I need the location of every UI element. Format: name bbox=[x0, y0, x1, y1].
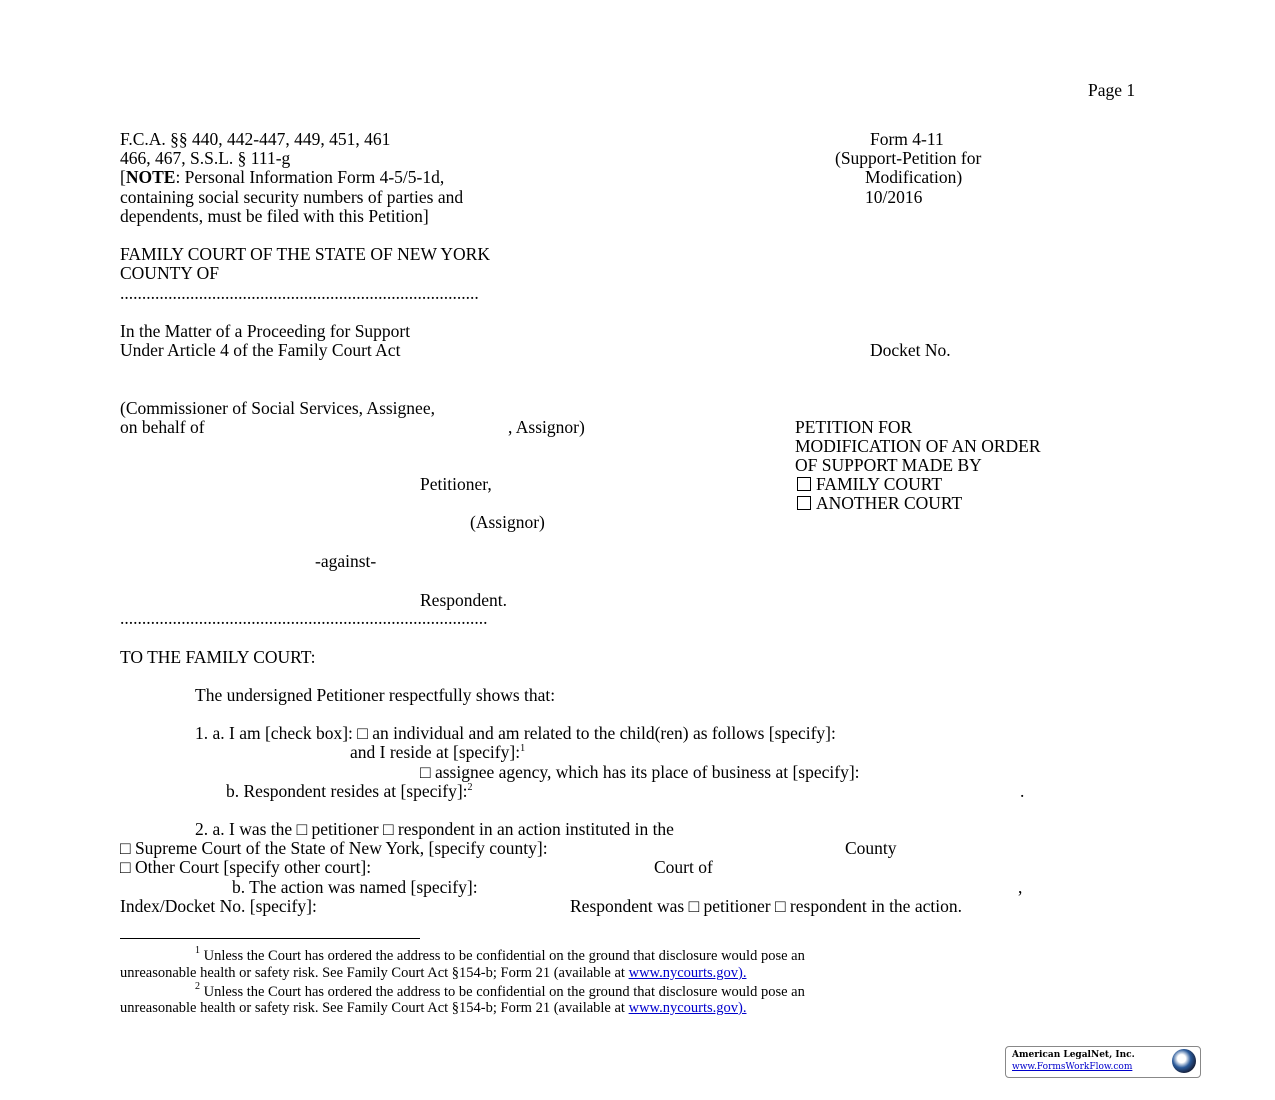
note-line-2: containing social security numbers of parties and bbox=[120, 187, 464, 207]
footnote-2 bbox=[195, 981, 805, 1000]
note-label: NOTE bbox=[125, 167, 176, 187]
option-label: ANOTHER COURT bbox=[816, 493, 963, 513]
logo-url[interactable]: www.FormsWorkFlow.com bbox=[1012, 1062, 1133, 1072]
item-2a-supreme: □ Supreme Court of the State of New York, [specify county]: bbox=[120, 838, 548, 858]
petitioner-label: Petitioner, bbox=[420, 474, 492, 494]
logo-name: American LegalNet, Inc. bbox=[1012, 1050, 1135, 1060]
note-line-1: [NOTE: Personal Information Form 4-5/5-1d, bbox=[120, 167, 445, 187]
footnote-text: Unless the Court has ordered the address to be confidential on the ground that disclosure would pose an bbox=[203, 984, 805, 1000]
footnote-rule bbox=[120, 938, 420, 939]
item-1a: 1. a. I am [check box]: □ an individual and am related to the child(ren) as follows [specify]: bbox=[195, 723, 836, 743]
item-2a-other: □ Other Court [specify other court]: bbox=[120, 857, 372, 877]
county-word: County bbox=[845, 838, 897, 858]
court-of-word: Court of bbox=[654, 857, 713, 877]
petition-title-2: MODIFICATION OF AN ORDER bbox=[795, 436, 1041, 456]
on-behalf-label: on behalf of bbox=[120, 417, 205, 437]
nycourts-link[interactable]: www.nycourts.gov). bbox=[628, 965, 747, 981]
intro-text: The undersigned Petitioner respectfully shows that: bbox=[195, 685, 556, 705]
globe-icon bbox=[1172, 1049, 1196, 1073]
footnote-ref: 1 bbox=[520, 743, 526, 754]
matter-line-1: In the Matter of a Proceeding for Support bbox=[120, 321, 411, 341]
form-name-2: Modification) bbox=[865, 167, 963, 187]
court-name: FAMILY COURT OF THE STATE OF NEW YORK bbox=[120, 244, 490, 264]
petition-title-3: OF SUPPORT MADE BY bbox=[795, 455, 982, 475]
option-family-court[interactable] bbox=[797, 474, 942, 494]
form-name-1: (Support-Petition for bbox=[835, 148, 982, 168]
statute-line-2: 466, 467, S.S.L. § 111-g bbox=[120, 148, 291, 168]
separator-dots-2: .................................................................................... bbox=[120, 608, 488, 628]
page-number: Page 1 bbox=[1088, 80, 1136, 100]
petition-title-1: PETITION FOR bbox=[795, 417, 913, 437]
assignor-label: , Assignor) bbox=[508, 417, 585, 437]
item-2c-respondent: Respondent was □ petitioner □ respondent in the action. bbox=[570, 896, 962, 916]
commissioner-line: (Commissioner of Social Services, Assignee, bbox=[120, 398, 435, 418]
footnote-text: unreasonable health or safety risk. See Family Court Act §154-b; Form 21 (available at bbox=[120, 1000, 629, 1016]
note-line-3: dependents, must be filed with this Petition] bbox=[120, 206, 429, 226]
respondent-label: Respondent. bbox=[420, 590, 508, 610]
to-court-heading: TO THE FAMILY COURT: bbox=[120, 647, 316, 667]
checkbox-icon[interactable] bbox=[797, 496, 811, 510]
matter-line-2: Under Article 4 of the Family Court Act bbox=[120, 340, 401, 360]
form-date: 10/2016 bbox=[865, 187, 923, 207]
period: . bbox=[1020, 781, 1025, 801]
docket-label: Docket No. bbox=[870, 340, 951, 360]
item-1a-reside bbox=[350, 742, 525, 762]
legalnet-logo[interactable] bbox=[1005, 1046, 1201, 1078]
footnote-text: Unless the Court has ordered the address to be confidential on the ground that disclosure would pose an bbox=[203, 948, 805, 964]
footnote-number: 1 bbox=[195, 945, 200, 956]
item-2b: b. The action was named [specify]: bbox=[232, 877, 478, 897]
nycourts-link[interactable]: www.nycourts.gov). bbox=[628, 1000, 747, 1016]
item-1a-assignee: □ assignee agency, which has its place of business at [specify]: bbox=[420, 762, 860, 782]
item-2a: 2. a. I was the □ petitioner □ respondent in an action instituted in the bbox=[195, 819, 674, 839]
respondent-resides-text: b. Respondent resides at [specify]: bbox=[226, 781, 468, 801]
item-2c-index: Index/Docket No. [specify]: bbox=[120, 896, 317, 916]
statute-line-1: F.C.A. §§ 440, 442-447, 449, 451, 461 bbox=[120, 129, 391, 149]
option-label: FAMILY COURT bbox=[816, 474, 943, 494]
footnote-1-line-2 bbox=[120, 965, 746, 981]
separator-dots: .................................................................................. bbox=[120, 283, 479, 303]
footnote-ref: 2 bbox=[467, 782, 473, 793]
footnote-number: 2 bbox=[195, 981, 200, 992]
reside-text: and I reside at [specify]: bbox=[350, 742, 521, 762]
footnote-2-line-2 bbox=[120, 1000, 746, 1016]
footnote-1 bbox=[195, 945, 805, 964]
against-label: -against- bbox=[315, 551, 377, 571]
footnote-text: unreasonable health or safety risk. See Family Court Act §154-b; Form 21 (available at bbox=[120, 965, 629, 981]
item-1b bbox=[226, 781, 473, 801]
checkbox-icon[interactable] bbox=[797, 477, 811, 491]
form-number: Form 4-11 bbox=[870, 129, 944, 149]
county-label: COUNTY OF bbox=[120, 263, 220, 283]
option-another-court[interactable] bbox=[797, 493, 962, 513]
note-text: : Personal Information Form 4-5/5-1d, bbox=[175, 167, 445, 187]
assignor-label-2: (Assignor) bbox=[470, 512, 545, 532]
comma: , bbox=[1018, 877, 1023, 897]
